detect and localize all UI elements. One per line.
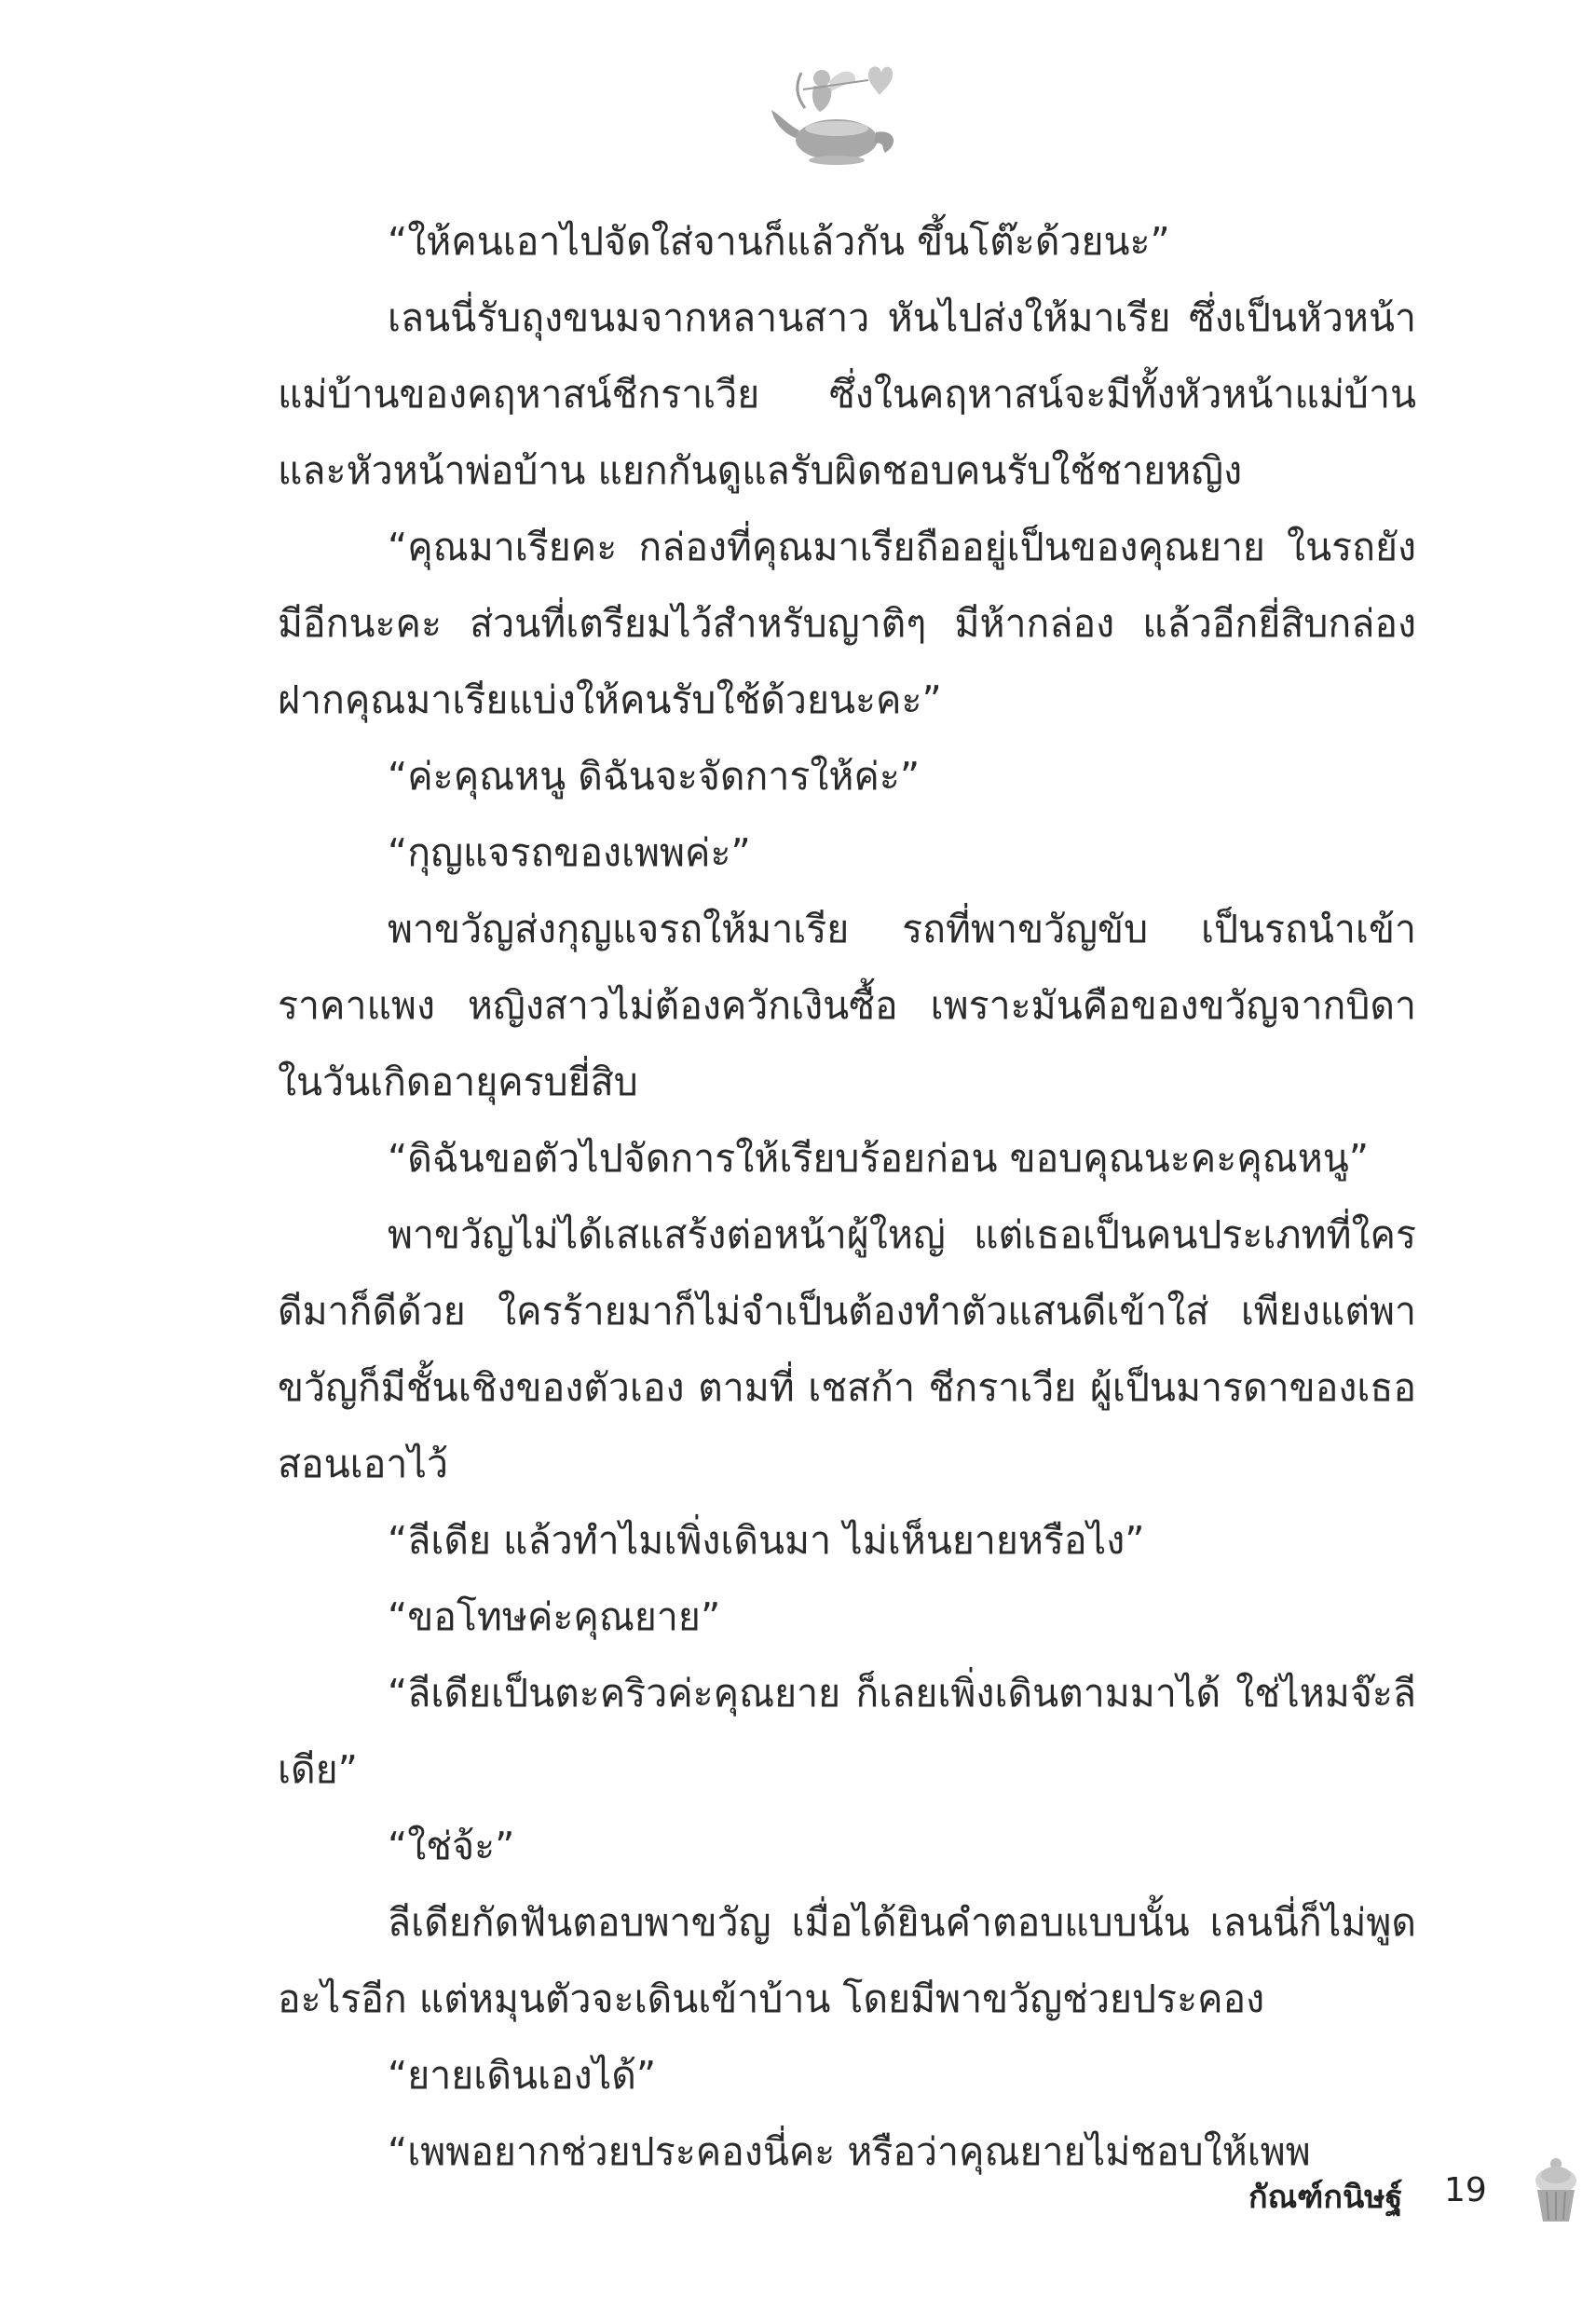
paragraph: “กุญแจรถของเพพค่ะ” — [388, 830, 751, 875]
paragraph: ลีเดียกัดฟันตอบพาขวัญ เมื่อได้ยินคำตอบแบบนั้น เลนนี่ก็ไม่พูดอะไรอีก แต่หมุนตัวจะเดินเข้าบ้าน โดยมีพาขวัญช่วยประคอง — [278, 1900, 1416, 2021]
paragraph: “ใช่จ้ะ” — [388, 1824, 515, 1868]
paragraph: พาขวัญส่งกุญแจรถให้มาเรีย รถที่พาขวัญขับ เป็นรถนำเข้าราคาแพง หญิงสาวไม่ต้องควักเงินซื้อ เพราะมันคือของขวัญจากบิดาในวันเกิดอายุครบยี่สิบ — [278, 907, 1416, 1104]
book-title: กัณฑ์กนิษฐ์ — [1248, 2179, 1403, 2216]
paragraph: “ค่ะคุณหนู ดิฉันจะจัดการให้ค่ะ” — [388, 754, 921, 799]
page-number: 19 — [1444, 2171, 1487, 2209]
cupid-teapot-icon — [764, 54, 904, 166]
page-footer — [1211, 2153, 1584, 2236]
paragraph: “ดิฉันขอตัวไปจัดการให้เรียบร้อยก่อน ขอบคุณนะคะคุณหนู” — [388, 1136, 1369, 1181]
cupcake-icon — [1528, 2153, 1584, 2227]
story-body — [278, 203, 1416, 2190]
paragraph: “คุณมาเรียคะ กล่องที่คุณมาเรียถืออยู่เป็นของคุณยาย ในรถยังมีอีกนะคะ ส่วนที่เตรียมไว้สำหรับญาติๆ มีห้ากล่อง แล้วอีกยี่สิบกล่องฝากคุณมาเรียแบ่งให้คนรับใช้ด้วยนะคะ” — [278, 525, 1416, 722]
paragraph: “ขอโทษค่ะคุณยาย” — [388, 1594, 721, 1639]
paragraph: “เพพอยากช่วยประคองนี่คะ หรือว่าคุณยายไม่ชอบให้เพพ — [388, 2129, 1311, 2174]
paragraph: “ยายเดินเองได้” — [388, 2053, 657, 2098]
paragraph: “ลีเดีย แล้วทำไมเพิ่งเดินมา ไม่เห็นยายหรือไง” — [388, 1518, 1145, 1563]
paragraph: “ให้คนเอาไปจัดใส่จานก็แล้วกัน ขึ้นโต๊ะด้วยนะ” — [388, 219, 1170, 264]
paragraph: พาขวัญไม่ได้เสแสร้งต่อหน้าผู้ใหญ่ แต่เธอเป็นคนประเภทที่ใครดีมาก็ดีด้วย ใครร้ายมาก็ไม่จำเป็นต้องทำตัวแสนดีเข้าใส่ เพียงแต่พาขวัญก็มีชั้นเชิงของตัวเอง ตามที่ เชสก้า ชีกราเวีย ผู้เป็นมารดาของเธอสอนเอาไว้ — [278, 1212, 1416, 1486]
paragraph: “ลีเดียเป็นตะคริวค่ะคุณยาย ก็เลยเพิ่งเดินตามมาได้ ใช่ไหมจ๊ะลีเดีย” — [278, 1671, 1416, 1792]
paragraph: เลนนี่รับถุงขนมจากหลานสาว หันไปส่งให้มาเรีย ซึ่งเป็นหัวหน้าแม่บ้านของคฤหาสน์ชีกราเวีย ซึ่งในคฤหาสน์จะมีทั้งหัวหน้าแม่บ้านและหัวหน้าพ่อบ้าน แยกกันดูแลรับผิดชอบคนรับใช้ชายหญิง — [278, 295, 1416, 493]
